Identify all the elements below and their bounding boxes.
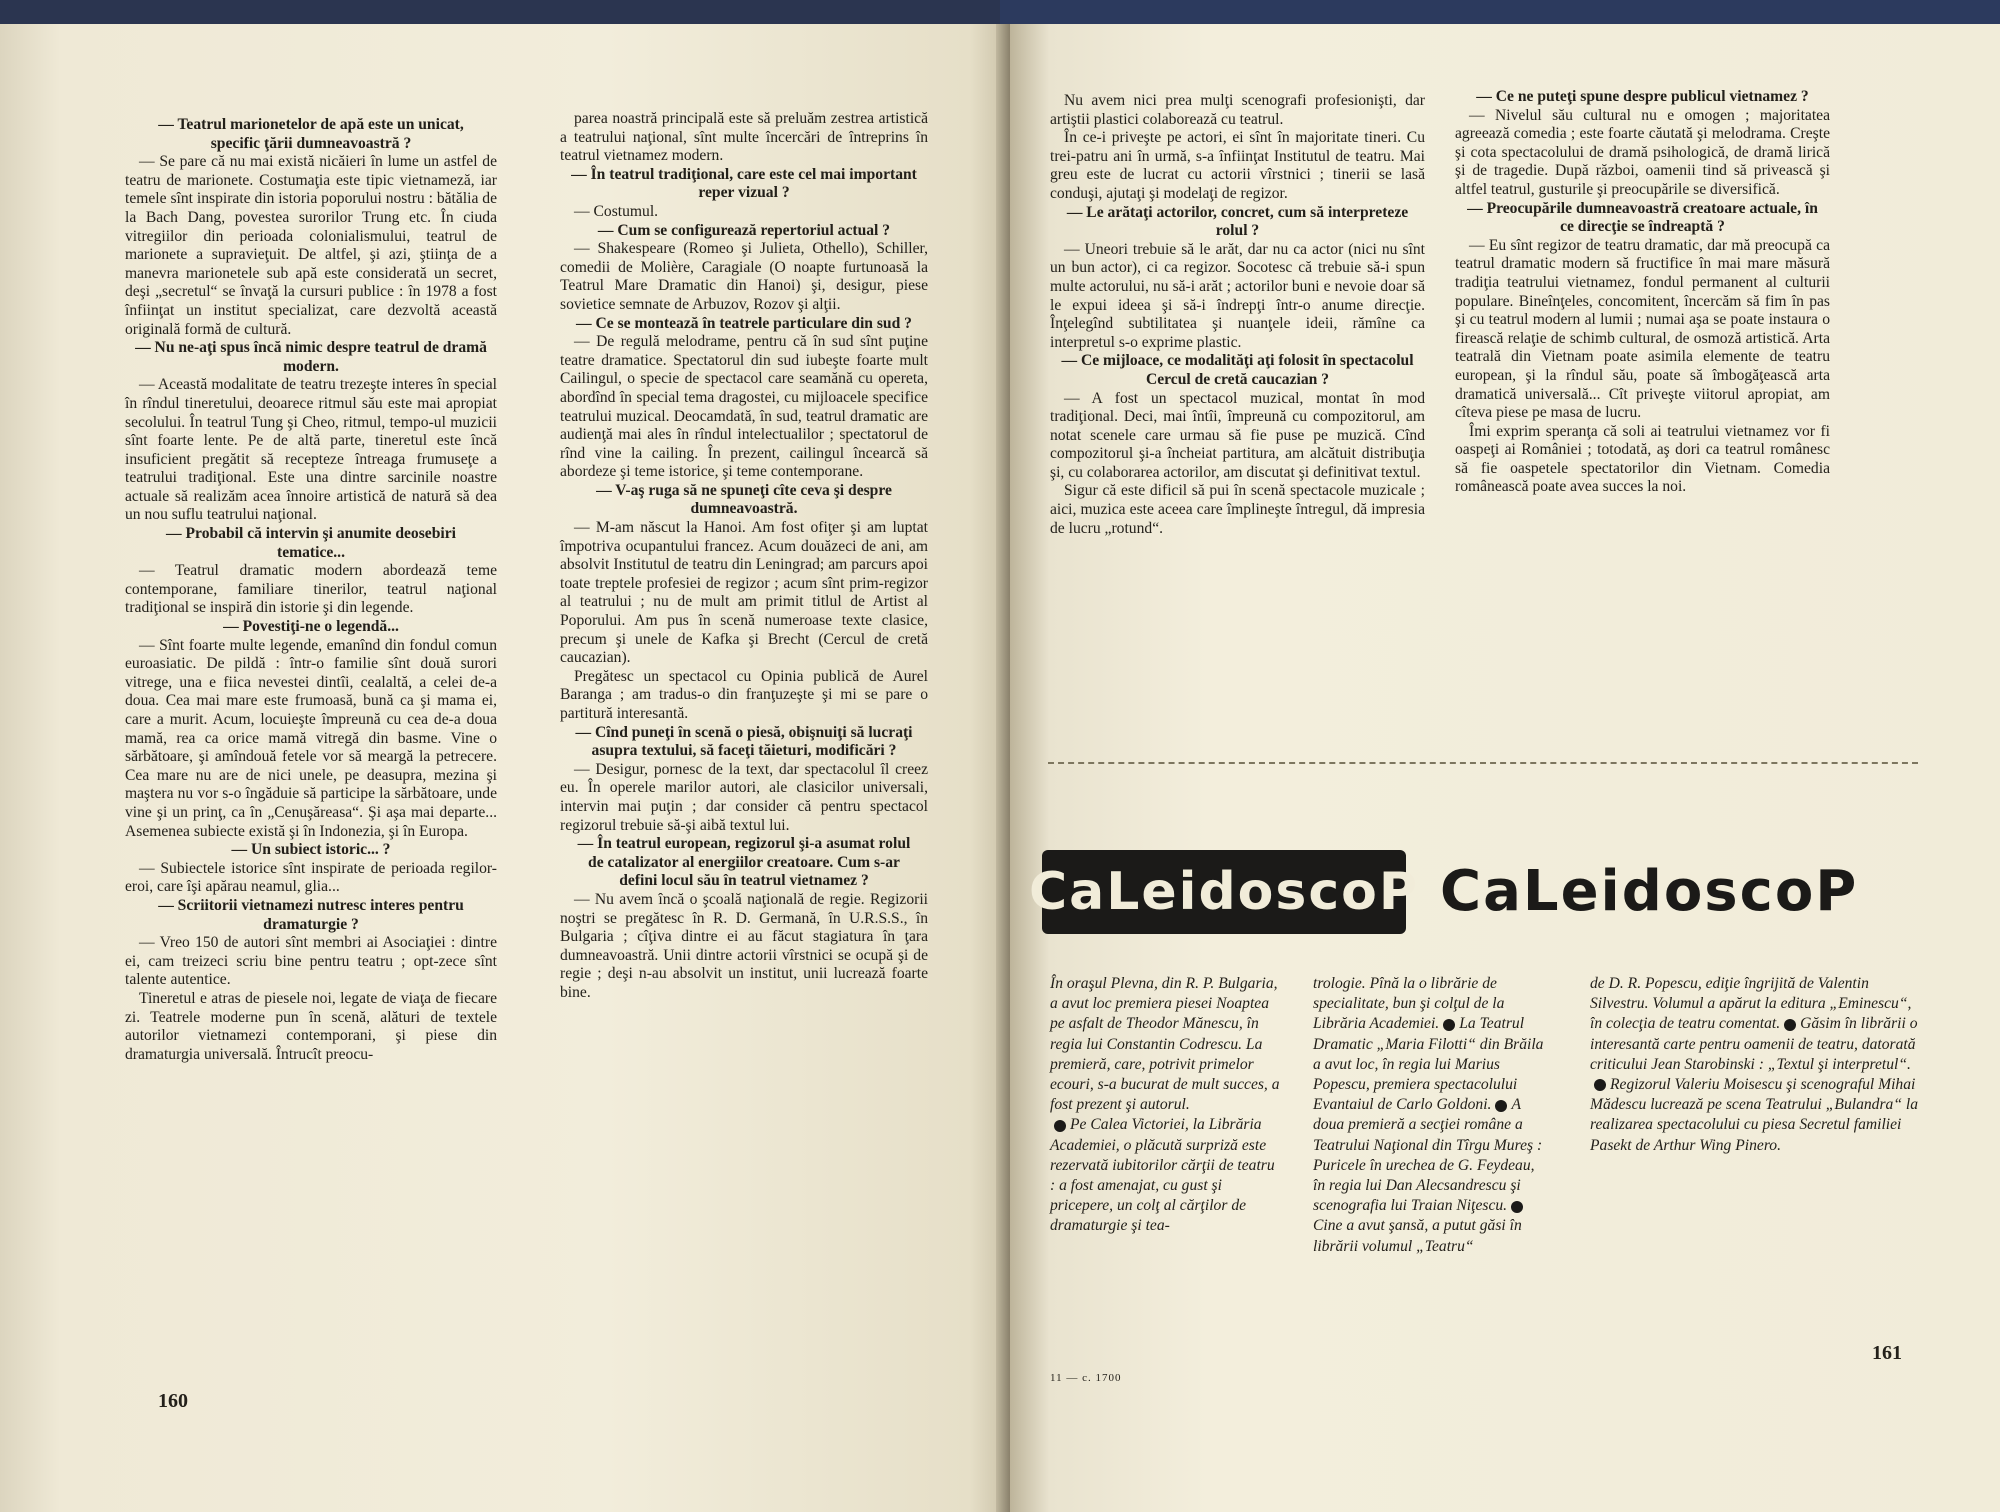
news-column-1 [1050, 974, 1280, 1237]
body-paragraph: — Eu sînt regizor de teatru dramatic, dar mă preocupă ca teatrul dramatic modern să fructifice în mai mare măsură tradiţia teatrului vietnamez, fondul permanent al culturii populare. Bineînţeles, concomitent, încercăm să fim în pas şi cu teatrul modern al lumii ; numai aşa se poate instaura o firească relaţie de schimb cultural, de osmoză artistică. Arta teatrală din Vietnam poate asimila elemente de teatru european, şi la rîndul său, poate să îmbogăţească arta dramatică universală... Cît priveşte viitorul apropiat, am cîteva piese pe masa de lucru. [1455, 236, 1830, 422]
interview-question: — Ce ne puteţi spune despre publicul vietnamez ? [1476, 88, 1809, 105]
interview-question: — V-aş ruga să ne spuneţi cîte ceva şi despre dumneavoastră. [596, 481, 892, 518]
left-page [0, 24, 1010, 1512]
left-page-column-1 [125, 116, 497, 1064]
interview-question: — Ce se montează în teatrele particulare din sud ? [576, 314, 912, 332]
caleidoscop-logo-dark: CaLeidoscoP [1042, 850, 1406, 934]
left-page-column-2 [560, 110, 928, 1003]
body-paragraph: parea noastră principală este să preluăm zestrea artistică a teatrului naţional, sînt multe încercări de întreprins în teatrul vietnamez modern. [560, 110, 928, 165]
interview-question: — Nu ne-aţi spus încă nimic despre teatrul de dramă modern. [135, 339, 487, 375]
bullet-icon [1511, 1201, 1523, 1213]
interview-question: — Probabil că intervin şi anumite deosebiri tematice... [166, 525, 456, 561]
interview-question: — Povestiţi-ne o legendă... [223, 618, 399, 636]
interview-question: — Scriitorii vietnamezi nutresc interes pentru dramaturgie ? [158, 896, 464, 933]
section-divider [1048, 762, 1918, 764]
interview-question: — Ce mijloace, ce modalităţi aţi folosit în spectacolul Cercul de cretă caucazian ? [1061, 352, 1414, 388]
body-paragraph: — Desigur, pornesc de la text, dar spectacolul îl creez eu. În operele marilor autori, ale clasicilor universali, intervin mai puţin ; dar consider că pentru spectacol regizorul trebuie să-şi aibă textul lui. [560, 760, 928, 834]
body-paragraph: — Sînt foarte multe legende, emanînd din fondul comun euroasiatic. De pildă : într-o familie sînt două surori vitrege, una e fiica nevestei dintîi, cealaltă, a celei de-a doua. Cea mai mare este frumoasă, bună ca şi mama ei, care a murit. Acum, locuieşte împreună cu cea de-a doua mamă, rea ca orice mamă vitregă din basme. Vine o sărbătoare, şi amîndouă fetele vor să meargă la petrecere. Cea mare nu are de nici unele, pe deasupra, mezina şi maştera nu vor s-o îngăduie să participe la sărbătoare, unde vine şi un prinţ, ca în „Cenuşăreasa“. Şi aşa mai departe... Asemenea subiecte există şi în Indonezia, şi în Europa. [125, 636, 497, 840]
body-paragraph: — Nivelul său cultural nu e omogen ; majoritatea agreează comedia ; este foarte căutată şi melodrama. Creşte şi cota spectacolului de dramă psihologică, de dramă lirică şi de tragedie. După război, oamenii tind să privească şi altfel teatrul, gusturile şi preocupările se diversifică. [1455, 106, 1830, 198]
page-number-right: 161 [1872, 1342, 1902, 1364]
body-paragraph: — Vreo 150 de autori sînt membri ai Asociaţiei : dintre ei, cam treizeci scriu bine pentru teatru ; opt-zece sînt talente autentice. [125, 934, 497, 989]
body-paragraph: — De regulă melodrame, pentru că în sud sînt puţine teatre dramatice. Spectatorul din sud iubeşte foarte mult Cailingul, o specie de spectacol care seamănă cu opereta, abordînd în special tema dragostei, cu mijloacele specifice teatrului muzical. Deocamdată, în sud, teatrul dramatic are audienţă mai ales în rîndul intelectualilor ; spectatorul de rînd vine la cailing. În prezent, cailingul încearcă să abordeze şi teme istorice, şi teme contemporane. [560, 333, 928, 481]
page-number-left: 160 [158, 1390, 188, 1412]
interview-question: — Teatrul marionetelor de apă este un unicat, specific ţării dumneavoastră ? [158, 116, 464, 152]
bullet-icon [1443, 1019, 1455, 1031]
body-paragraph: — Această modalitate de teatru trezeşte interes în special în rîndul tineretului, deoarece ritmul său este mai apropiat secolului. În teatrul Tung şi Cheo, ritmul, tempo-ul muzicii sînt foarte lente. Pe de altă parte, tineretul este încă insuficient pregătit să recepteze întreaga frumuseţe a teatrului tradiţional. Este una dintre sarcinile noastre actuale să realizăm acea înnoire artistică de natură să dea un nou suflu teatrului naţional. [125, 376, 497, 524]
body-paragraph: — Nu avem încă o şcoală naţională de regie. Regizorii noştri se pregătesc în R. D. Germană, în U.R.S.S., în Bulgaria ; cîţiva dintre ei au făcut stagiatura în ţara dumneavoastră. Unii dintre actorii vîrstnici se ocupă şi de regie ; deşi n-au absolvit un institut, unii lucrează foarte bine. [560, 890, 928, 1001]
bullet-icon [1495, 1100, 1507, 1112]
interview-question: — Cînd puneţi în scenă o piesă, obişnuiţi să lucraţi asupra textului, să faceţi tăieturi, modificări ? [575, 723, 913, 760]
bullet-icon [1054, 1120, 1066, 1132]
caleidoscop-logo-light: CaLeidoscoP [1440, 859, 1859, 924]
interview-question: — În teatrul european, regizorul şi-a asumat rolul de catalizator al energiilor creatoare. Cum s-ar defini locul său în teatrul vietnamez ? [577, 835, 911, 890]
bullet-icon [1594, 1079, 1606, 1091]
interview-question: — Un subiect istoric... ? [231, 841, 391, 859]
body-paragraph: — Shakespeare (Romeo şi Julieta, Othello), Schiller, comedii de Molière, Caragiale (O noapte furtunoasă la Teatrul Mare Dramatic din Hanoi) şi, desigur, piese sovietice semnate de Arbuzov, Rozov şi alţii. [560, 240, 928, 313]
body-paragraph: — Teatrul dramatic modern abordează teme contemporane, familiare tinerilor, teatrul naţional tradiţional se inspiră din istorie şi din legende. [125, 562, 497, 617]
news-item: de D. R. Popescu, ediţie îngrijită de Valentin Silvestru. Volumul a apărut la editura „Eminescu“, în colecţia de teatru comentat. Găsim în librării o interesantă carte pentru oamenii de teatru, datorată criticului Jean Starobinski : „Textul şi interpretul“.Regizorul Valeriu Moisescu şi scenograful Mihai Mădescu lucrează pe scena Teatrului „Bulandra“ la realizarea spectacolului cu piesa Secretul familiei Pasekt de Arthur Wing Pinero. [1590, 975, 1919, 1154]
news-item: trologie. Pînă la o librărie de specialitate, bun şi colţul de la Librăria Academiei. La Teatrul Dramatic „Maria Filotti“ din Brăila a avut loc, în regia lui Marius Popescu, premiera spectacolului Evantaiul de Carlo Goldoni. A doua premieră a secţiei române a Teatrului Naţional din Tîrgu Mureş : Puricele în urechea de G. Feydeau, în regia lui Dan Alecsandrescu şi scenografia lui Traian Niţescu.Cine a avut şansă, a putut găsi în librării volumul „Teatru“ [1313, 975, 1544, 1255]
body-paragraph: Tineretul e atras de piesele noi, legate de viaţa de fiecare zi. Teatrele moderne pun în scenă, alături de textele autorilor vietnamezi contemporani, şi piese din dramaturgia universală. Întrucît preocu- [125, 989, 497, 1063]
body-paragraph: — Costumul. [574, 202, 659, 220]
body-paragraph: — Subiectele istorice sînt inspirate de perioada regilor-eroi, care îşi apărau neamul, glia... [125, 859, 497, 896]
right-page-column-2 [1455, 88, 1830, 497]
right-page-column-1 [1050, 92, 1425, 538]
body-paragraph: Sigur că este dificil să pui în scenă spectacole muzicale ; aici, muzica este aceea care împlineşte întregul, dă impresia de lucru „rotund“. [1050, 482, 1425, 537]
body-paragraph: Îmi exprim speranţa că soli ai teatrului vietnamez vor fi oaspeţi ai României ; totodată, aş dori ca teatrul românesc să fie oaspetele spectatorilor din Vietnam. Comedia românească poate avea succes la noi. [1455, 422, 1830, 496]
right-page [1010, 24, 2000, 1512]
interview-question: — Cum se configurează repertoriul actual ? [597, 221, 891, 239]
body-paragraph: Pregătesc un spectacol cu Opinia publică de Aurel Baranga ; am tradus-o din franţuzeşte şi mi se pare o partitură interesantă. [560, 667, 928, 722]
body-paragraph: — Uneori trebuie să le arăt, dar nu ca actor (nici nu sînt un bun actor), ci ca regizor. Socotesc că trebuie să-i spun multe actorului, nu să-i arăt ; actorilor buni e nevoie doar să le expui ideea şi să-i îndrepţi într-o anume direcţie. Înţelegînd subtilitatea şi nuanţele ideii, rămîne ca interpretul s-o exprime plastic. [1050, 240, 1425, 351]
interview-question: — În teatrul tradiţional, care este cel mai important reper vizual ? [571, 165, 917, 202]
news-item: Pe Calea Victoriei, la Librăria Academiei, o plăcută surpriză este rezervată iubitorilor cărţii de teatru : a fost amenajat, cu gust şi pricepere, un colţ al cărţilor de dramaturgie şi tea- [1050, 1116, 1275, 1235]
interview-question: — Le arătaţi actorilor, concret, cum să interpreteze rolul ? [1066, 203, 1409, 240]
body-paragraph: — Se pare că nu mai există nicăieri în lume un astfel de teatru de marionete. Costumaţia este tipic vietnameză, iar temele sînt inspirate din istoria poporului nostru : bătălia de la Bach Dang, povestea surorilor Trung etc. În ciuda vitregiilor din perioada colonialismului, teatrul de marionete a supravieţuit. De altfel, şi azi, ştiinţa de a manevra marionetele sub apă este considerată un secret, deşi „secretul“ se învaţă la cursuri publice : în 1978 a fost înfiinţat un institut specializat, care dezvoltă această originală formă de cultură. [125, 153, 498, 338]
body-paragraph: În ce-i priveşte pe actori, ei sînt în majoritate tineri. Cu trei-patru ani în urmă, s-a înfiinţat Institutul de teatru. Mai greu este de lucrat cu actorii vîrstnici ; tinerii se lasă conduşi, ajutaţi şi modelaţi de regizor. [1050, 129, 1425, 202]
printer-signature: 11 — c. 1700 [1050, 1372, 1122, 1384]
interview-question: — Preocupările dumneavoastră creatoare actuale, în ce direcţie se îndreaptă ? [1467, 199, 1818, 236]
body-paragraph: Nu avem nici prea mulţi scenografi profesionişti, dar artiştii plastici colaborează cu teatrul. [1050, 92, 1425, 128]
body-paragraph: — A fost un spectacol muzical, montat în mod tradiţional. Deci, mai întîi, împreună cu compozitorul, am notat scenele care urmau să fie puse pe muzică. Cînd compozitorul şi-a încheiat partitura, am alcătuit distribuţia şi, cu colaborarea actorilor, am discutat şi definitivat textul. [1050, 389, 1425, 481]
news-column-2 [1313, 974, 1545, 1257]
bullet-icon [1784, 1019, 1796, 1031]
body-paragraph: — M-am născut la Hanoi. Am fost ofiţer şi am luptat împotriva ocupantului francez. Acum douăzeci de ani, am absolvit Institutul de teatru din Leningrad; am parcurs apoi toate treptele profesiei de regizor ; acum sînt prim-regizor al teatrului ; nu de mult am primit titlul de Artist al Poporului. Am pus în scenă numeroase texte clasice, precum şi unele de Kafka şi Brecht (Cercul de cretă caucazian). [560, 519, 928, 667]
news-item: În oraşul Plevna, din R. P. Bulgaria, a avut loc premiera piesei Noaptea pe asfalt de Theodor Mănescu, în regia lui Constantin Codrescu. La premieră, care, potrivit primelor ecouri, s-a bucurat de mult succes, a fost prezent şi autorul. [1050, 975, 1280, 1114]
news-column-3 [1590, 974, 1920, 1156]
